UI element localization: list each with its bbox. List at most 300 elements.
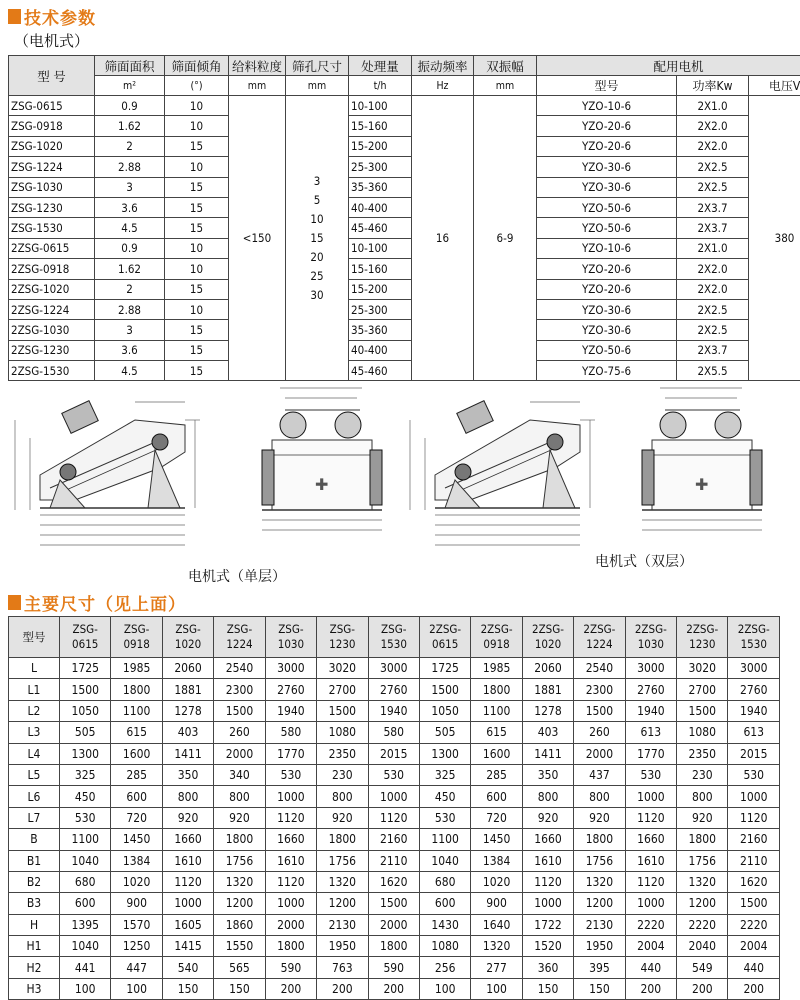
cell-capacity: 40-400	[349, 340, 412, 360]
th-model-column	[111, 617, 162, 658]
cell-angle: 15	[165, 197, 229, 217]
th-voltage: 电压V	[749, 76, 800, 96]
hole-size-value: 10	[286, 210, 348, 229]
spec-row	[9, 197, 800, 217]
dimension-value: 1610	[522, 850, 573, 871]
cell-power: 2X2.5	[677, 157, 749, 177]
cell-model: ZSG-0615	[9, 96, 95, 116]
dimension-value: 1300	[60, 743, 111, 764]
dimension-value: 1756	[574, 850, 625, 871]
dimension-value: 530	[265, 764, 316, 785]
dimension-value: 1040	[60, 936, 111, 957]
hole-size-value: 25	[286, 267, 348, 286]
dimension-label: L7	[9, 807, 60, 828]
dimension-value: 1620	[728, 871, 780, 892]
dimension-value: 1660	[265, 829, 316, 850]
dimension-value: 200	[265, 978, 316, 999]
dimension-value: 403	[522, 722, 573, 743]
dimension-value: 600	[471, 786, 522, 807]
dimension-value: 1200	[677, 893, 728, 914]
cell-model: 2ZSG-1030	[9, 320, 95, 340]
dimension-label: B3	[9, 893, 60, 914]
cell-motor-model: YZO-30-6	[537, 320, 677, 340]
cell-angle: 10	[165, 299, 229, 319]
dimension-value: 450	[419, 786, 470, 807]
dimension-value: 1000	[162, 893, 213, 914]
dimension-label: B	[9, 829, 60, 850]
dimension-value: 1500	[214, 700, 265, 721]
model-name-part: 0615	[420, 637, 470, 652]
cell-area: 1.62	[95, 116, 165, 136]
dimension-value: 1320	[574, 871, 625, 892]
dimension-value: 3020	[677, 658, 728, 679]
cell-capacity: 15-200	[349, 279, 412, 299]
cell-motor-model: YZO-30-6	[537, 299, 677, 319]
th-model: 型 号	[9, 56, 95, 96]
dimension-value: 800	[214, 786, 265, 807]
th-model-column	[162, 617, 213, 658]
cell-motor-model: YZO-20-6	[537, 136, 677, 156]
dimension-value: 600	[419, 893, 470, 914]
dimension-value: 1800	[317, 829, 368, 850]
cell-hole-sizes	[286, 96, 349, 381]
dimension-value: 360	[522, 957, 573, 978]
model-name-part: 2ZSG-	[626, 622, 676, 637]
dimension-value: 2760	[368, 679, 419, 700]
cell-angle: 10	[165, 157, 229, 177]
model-name-part: 1030	[626, 637, 676, 652]
dimension-value: 2220	[625, 914, 676, 935]
cell-model: ZSG-1020	[9, 136, 95, 156]
dimension-value: 900	[111, 893, 162, 914]
dimension-row	[9, 871, 780, 892]
cell-power: 2X2.5	[677, 177, 749, 197]
dimension-value: 720	[111, 807, 162, 828]
dimension-value: 1500	[317, 700, 368, 721]
cell-model: 2ZSG-0918	[9, 259, 95, 279]
cell-amplitude: 6-9	[474, 96, 537, 381]
cell-power: 2X2.0	[677, 116, 749, 136]
dimension-value: 1200	[317, 893, 368, 914]
dimension-value: 613	[728, 722, 780, 743]
spec-row	[9, 177, 800, 197]
dimension-value: 1500	[677, 700, 728, 721]
dimension-value: 600	[60, 893, 111, 914]
model-name-part: 0615	[60, 637, 110, 652]
dimension-value: 1725	[60, 658, 111, 679]
section-title-dimensions	[8, 590, 186, 615]
dimension-value: 1120	[265, 807, 316, 828]
dimension-value: 3000	[625, 658, 676, 679]
dimension-row	[9, 658, 780, 679]
dimension-value: 1120	[162, 871, 213, 892]
cell-model: ZSG-1224	[9, 157, 95, 177]
dimension-value: 325	[419, 764, 470, 785]
dimension-value: 1660	[522, 829, 573, 850]
dimension-table	[8, 616, 780, 1000]
dimension-value: 2700	[677, 679, 728, 700]
cell-motor-model: YZO-30-6	[537, 157, 677, 177]
dimension-value: 920	[522, 807, 573, 828]
dimension-value: 1100	[60, 829, 111, 850]
title-square-icon	[8, 595, 21, 610]
dimension-value: 1020	[111, 871, 162, 892]
dimension-value: 285	[111, 764, 162, 785]
cell-model: 2ZSG-1020	[9, 279, 95, 299]
dimension-value: 1620	[368, 871, 419, 892]
dimension-value: 2350	[317, 743, 368, 764]
dimension-value: 1881	[162, 679, 213, 700]
dimension-value: 1610	[625, 850, 676, 871]
model-name-part: 2ZSG-	[574, 622, 624, 637]
cell-capacity: 10-100	[349, 238, 412, 258]
dimension-value: 1800	[214, 829, 265, 850]
dimension-value: 395	[574, 957, 625, 978]
dimension-value: 1500	[368, 893, 419, 914]
cell-power: 2X2.0	[677, 136, 749, 156]
dimension-value: 2760	[265, 679, 316, 700]
cell-power: 2X5.5	[677, 361, 749, 381]
dimension-row	[9, 829, 780, 850]
dimension-value: 1080	[677, 722, 728, 743]
unit-feed: mm	[229, 76, 286, 96]
cell-model: 2ZSG-0615	[9, 238, 95, 258]
dimension-value: 1278	[162, 700, 213, 721]
model-name-part: ZSG-	[214, 622, 264, 637]
th-model-column	[471, 617, 522, 658]
dimension-value: 1300	[419, 743, 470, 764]
dimension-label: H2	[9, 957, 60, 978]
dimension-value: 1450	[111, 829, 162, 850]
cell-angle: 10	[165, 259, 229, 279]
dimension-value: 920	[574, 807, 625, 828]
cell-power: 2X2.0	[677, 259, 749, 279]
cell-capacity: 10-100	[349, 96, 412, 116]
dimension-value: 285	[471, 764, 522, 785]
dimension-value: 2220	[728, 914, 780, 935]
cell-motor-model: YZO-10-6	[537, 96, 677, 116]
dimension-value: 100	[419, 978, 470, 999]
unit-angle: (°)	[165, 76, 229, 96]
cell-area: 3.6	[95, 340, 165, 360]
th-motor: 配用电机	[537, 56, 800, 76]
dimension-value: 530	[368, 764, 419, 785]
cell-motor-model: YZO-20-6	[537, 116, 677, 136]
dimension-value: 1020	[471, 871, 522, 892]
cell-capacity: 35-360	[349, 177, 412, 197]
dimension-value: 1940	[368, 700, 419, 721]
cell-capacity: 15-160	[349, 116, 412, 136]
caption-double-deck: 电机式（双层）	[595, 551, 693, 571]
hole-size-value: 15	[286, 229, 348, 248]
dimension-value: 2540	[214, 658, 265, 679]
spec-row	[9, 238, 800, 258]
dimension-value: 440	[728, 957, 780, 978]
dimension-row	[9, 679, 780, 700]
dimension-value: 2300	[574, 679, 625, 700]
dimension-value: 920	[317, 807, 368, 828]
double-deck-side-view	[410, 401, 595, 545]
dimension-value: 350	[162, 764, 213, 785]
dimension-value: 256	[419, 957, 470, 978]
dimension-value: 920	[214, 807, 265, 828]
dimension-label: L	[9, 658, 60, 679]
dimension-label: L3	[9, 722, 60, 743]
dimension-value: 580	[368, 722, 419, 743]
dimension-value: 1610	[162, 850, 213, 871]
dimension-value: 2000	[368, 914, 419, 935]
dimension-value: 2350	[677, 743, 728, 764]
dimension-value: 580	[265, 722, 316, 743]
dimension-row	[9, 700, 780, 721]
dimension-label: L6	[9, 786, 60, 807]
cell-power: 2X2.5	[677, 320, 749, 340]
dimension-value: 403	[162, 722, 213, 743]
model-name-part: 2ZSG-	[471, 622, 521, 637]
dimension-value: 1100	[111, 700, 162, 721]
dimension-value: 1000	[265, 893, 316, 914]
title-square-icon	[8, 9, 21, 24]
dimension-value: 1500	[419, 679, 470, 700]
dimension-value: 2060	[522, 658, 573, 679]
dimension-value: 1320	[214, 871, 265, 892]
cell-model: 2ZSG-1224	[9, 299, 95, 319]
dimension-value: 1000	[368, 786, 419, 807]
th-freq: 振动频率	[412, 56, 474, 76]
dimension-row	[9, 722, 780, 743]
dimension-value: 200	[677, 978, 728, 999]
dimension-value: 1320	[471, 936, 522, 957]
dimension-value: 447	[111, 957, 162, 978]
th-model-column	[419, 617, 470, 658]
dimension-value: 1320	[317, 871, 368, 892]
th-power: 功率Kw	[677, 76, 749, 96]
cell-capacity: 25-300	[349, 157, 412, 177]
spec-row	[9, 157, 800, 177]
cell-capacity: 35-360	[349, 320, 412, 340]
dimension-value: 350	[522, 764, 573, 785]
dimension-value: 1120	[265, 871, 316, 892]
model-name-part: ZSG-	[60, 622, 110, 637]
cell-power: 2X3.7	[677, 218, 749, 238]
spec-row	[9, 361, 800, 381]
dimension-value: 2130	[574, 914, 625, 935]
spec-row	[9, 299, 800, 319]
dimension-value: 530	[419, 807, 470, 828]
dimension-value: 2000	[214, 743, 265, 764]
dimension-value: 441	[60, 957, 111, 978]
dimension-value: 2000	[265, 914, 316, 935]
dimension-value: 2015	[728, 743, 780, 764]
th-model-column	[214, 617, 265, 658]
dimension-value: 1395	[60, 914, 111, 935]
unit-hole: mm	[286, 76, 349, 96]
dimension-value: 1430	[419, 914, 470, 935]
dimension-value: 230	[677, 764, 728, 785]
dimension-value: 2160	[368, 829, 419, 850]
dimension-value: 1080	[317, 722, 368, 743]
single-deck-side-view	[15, 401, 200, 545]
dimension-value: 2300	[214, 679, 265, 700]
dimension-value: 1570	[111, 914, 162, 935]
hole-size-value: 30	[286, 286, 348, 305]
unit-capacity: t/h	[349, 76, 412, 96]
dimension-value: 1200	[574, 893, 625, 914]
cell-area: 3	[95, 177, 165, 197]
dimension-value: 1860	[214, 914, 265, 935]
hole-size-value: 3	[286, 172, 348, 191]
dimension-value: 505	[419, 722, 470, 743]
cell-motor-model: YZO-50-6	[537, 197, 677, 217]
dimension-value: 1000	[522, 893, 573, 914]
dimension-value: 437	[574, 764, 625, 785]
dimension-value: 2000	[574, 743, 625, 764]
model-name-part: 2ZSG-	[728, 622, 779, 637]
dimension-value: 150	[214, 978, 265, 999]
cell-angle: 10	[165, 238, 229, 258]
model-name-part: 1530	[728, 637, 779, 652]
dimension-value: 1940	[265, 700, 316, 721]
cell-area: 0.9	[95, 96, 165, 116]
cell-power: 2X1.0	[677, 96, 749, 116]
dimension-label: H3	[9, 978, 60, 999]
dimension-value: 920	[162, 807, 213, 828]
dimension-value: 1384	[111, 850, 162, 871]
cell-angle: 10	[165, 116, 229, 136]
model-name-part: 2ZSG-	[677, 622, 727, 637]
unit-amp: mm	[474, 76, 537, 96]
dimension-value: 1320	[677, 871, 728, 892]
section-subtitle: （电机式）	[14, 30, 89, 51]
dimension-value: 100	[471, 978, 522, 999]
dimension-value: 1985	[111, 658, 162, 679]
section-title-specs	[8, 4, 96, 29]
spec-row	[9, 279, 800, 299]
dimension-row	[9, 957, 780, 978]
cell-angle: 15	[165, 320, 229, 340]
th-model-column	[60, 617, 111, 658]
dimension-value: 1500	[60, 679, 111, 700]
dimension-value: 1722	[522, 914, 573, 935]
dimension-value: 1800	[368, 936, 419, 957]
cell-power: 2X3.7	[677, 340, 749, 360]
dimension-value: 1120	[625, 807, 676, 828]
dimension-value: 615	[471, 722, 522, 743]
dimension-value: 150	[574, 978, 625, 999]
th-model-column	[368, 617, 419, 658]
dimension-value: 2110	[368, 850, 419, 871]
th-amp: 双振幅	[474, 56, 537, 76]
dimension-value: 1660	[162, 829, 213, 850]
model-name-part: ZSG-	[111, 622, 161, 637]
cell-angle: 15	[165, 218, 229, 238]
dimension-value: 2160	[728, 829, 780, 850]
dimension-value: 200	[317, 978, 368, 999]
cell-angle: 15	[165, 279, 229, 299]
dimension-row	[9, 764, 780, 785]
dimension-value: 2110	[728, 850, 780, 871]
spec-row	[9, 218, 800, 238]
dimension-value: 1950	[317, 936, 368, 957]
dimension-value: 2220	[677, 914, 728, 935]
dimension-value: 440	[625, 957, 676, 978]
dimension-value: 530	[625, 764, 676, 785]
model-name-part: 1020	[523, 637, 573, 652]
dimension-label: L2	[9, 700, 60, 721]
dimension-label: H	[9, 914, 60, 935]
th-area: 筛面面积	[95, 56, 165, 76]
model-name-part: 2ZSG-	[523, 622, 573, 637]
dimension-value: 260	[574, 722, 625, 743]
dimension-value: 2040	[677, 936, 728, 957]
dimension-value: 1756	[677, 850, 728, 871]
dimension-drawings	[0, 380, 800, 580]
model-name-part: 1224	[574, 637, 624, 652]
cell-area: 2	[95, 136, 165, 156]
dimension-value: 1550	[214, 936, 265, 957]
cell-power: 2X2.0	[677, 279, 749, 299]
cell-capacity: 40-400	[349, 197, 412, 217]
dimension-value: 613	[625, 722, 676, 743]
dimension-row	[9, 743, 780, 764]
dimension-value: 2004	[625, 936, 676, 957]
cell-capacity: 45-460	[349, 218, 412, 238]
dimension-value: 1800	[471, 679, 522, 700]
dimension-value: 720	[471, 807, 522, 828]
cell-area: 2.88	[95, 157, 165, 177]
spec-row	[9, 320, 800, 340]
cell-capacity: 45-460	[349, 361, 412, 381]
dimension-value: 1120	[625, 871, 676, 892]
cell-power: 2X1.0	[677, 238, 749, 258]
dimension-value: 1500	[574, 700, 625, 721]
hole-size-value: 5	[286, 191, 348, 210]
dimension-value: 1000	[625, 893, 676, 914]
model-name-part: 2ZSG-	[420, 622, 470, 637]
dimension-value: 763	[317, 957, 368, 978]
dimension-label: B1	[9, 850, 60, 871]
dimension-value: 920	[677, 807, 728, 828]
dimension-value: 277	[471, 957, 522, 978]
dimension-label: B2	[9, 871, 60, 892]
cell-model: 2ZSG-1230	[9, 340, 95, 360]
cell-motor-model: YZO-50-6	[537, 340, 677, 360]
cell-voltage: 380	[749, 96, 800, 381]
dimension-value: 1605	[162, 914, 213, 935]
dimension-value: 1770	[625, 743, 676, 764]
model-name-part: 1030	[266, 637, 316, 652]
model-name-part: 1230	[317, 637, 367, 652]
dimension-row	[9, 850, 780, 871]
dimension-value: 530	[60, 807, 111, 828]
dimension-value: 2130	[317, 914, 368, 935]
model-name-part: 1530	[369, 637, 419, 652]
dimension-value: 800	[677, 786, 728, 807]
th-model-column	[574, 617, 625, 658]
dimension-value: 1940	[625, 700, 676, 721]
dimension-row	[9, 893, 780, 914]
dimension-value: 1000	[728, 786, 780, 807]
spec-row	[9, 340, 800, 360]
spec-row	[9, 259, 800, 279]
model-name-part: 0918	[471, 637, 521, 652]
dimension-value: 1040	[60, 850, 111, 871]
model-name-part: ZSG-	[317, 622, 367, 637]
dimension-row	[9, 936, 780, 957]
dimension-value: 230	[317, 764, 368, 785]
dimension-value: 2760	[728, 679, 780, 700]
th-model-column	[728, 617, 780, 658]
